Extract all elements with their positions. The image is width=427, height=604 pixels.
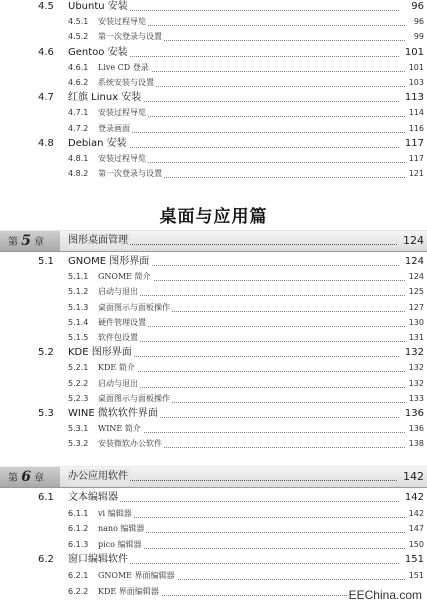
entry-page: 130 — [408, 317, 424, 327]
entry-title: 文本编辑器 — [68, 492, 118, 503]
entry-page: 114 — [408, 108, 424, 118]
entry-number: 5.1.5 — [68, 333, 89, 342]
entry-title: nano 编辑器 — [98, 522, 146, 536]
entry-page: 127 — [408, 302, 424, 312]
chapter-number: 第 5 章 — [8, 233, 45, 249]
entry-page: 151 — [408, 571, 424, 580]
entry-number: 6.1.1 — [68, 508, 89, 518]
entry-page: 136 — [404, 408, 424, 419]
chapter-title: 办公应用软件 — [68, 469, 130, 485]
chapter-header-6[interactable] — [0, 466, 427, 488]
entry-page: 117 — [404, 137, 424, 149]
entry-page: 131 — [408, 333, 424, 342]
dot-leader — [98, 341, 405, 342]
toc-section-entry[interactable] — [0, 491, 427, 505]
entry-page: 96 — [413, 17, 424, 27]
entry-page: 142 — [408, 508, 424, 518]
entry-number: 5.2.1 — [68, 363, 89, 373]
entry-page: 132 — [404, 347, 424, 359]
entry-title: 启动与退出 — [98, 285, 140, 299]
toc-subsection-entry[interactable] — [0, 538, 427, 552]
toc-subsection-entry[interactable] — [0, 122, 427, 136]
entry-title: Live CD 登录 — [98, 61, 151, 75]
toc-subsection-entry[interactable] — [0, 76, 427, 90]
toc-section-entry[interactable] — [0, 407, 427, 421]
entry-page: 96 — [411, 1, 424, 12]
toc-section-entry[interactable] — [0, 0, 427, 14]
toc-subsection-entry[interactable] — [0, 301, 427, 315]
entry-number: 4.7.2 — [68, 123, 89, 133]
entry-number: 5.1.2 — [68, 287, 89, 297]
entry-page: 117 — [408, 154, 424, 163]
toc-subsection-entry[interactable] — [0, 152, 427, 166]
entry-title: pico 编辑器 — [98, 538, 144, 552]
entry-number: 5.1.3 — [68, 302, 89, 312]
entry-page: 101 — [408, 62, 424, 72]
chapter-header-5[interactable] — [0, 230, 427, 252]
entry-title: 窗口编辑软件 — [68, 554, 128, 566]
entry-page: 124 — [404, 256, 424, 267]
entry-title: 系统安装与设置 — [98, 76, 156, 90]
part-title: 桌面与应用篇 — [159, 207, 268, 227]
entry-page: 142 — [404, 492, 424, 503]
entry-page: 150 — [408, 539, 424, 549]
toc-subsection-entry[interactable] — [0, 507, 427, 521]
entry-number: 6.2.1 — [68, 571, 89, 580]
entry-page: 124 — [408, 272, 424, 282]
entry-number: 4.7 — [38, 92, 54, 104]
entry-number: 5.2.3 — [68, 393, 89, 403]
entry-page: 113 — [404, 92, 424, 104]
toc-subsection-entry[interactable] — [0, 392, 427, 406]
entry-number: 5.3.1 — [68, 424, 89, 434]
entry-title: 登录画面 — [98, 122, 132, 136]
toc-section-entry[interactable] — [0, 91, 427, 105]
toc-subsection-entry[interactable] — [0, 106, 427, 120]
entry-title: KDE 简介 — [98, 361, 137, 375]
chapter-number: 第 6 章 — [8, 469, 45, 485]
entry-title: GNOME 图形界面 — [68, 256, 150, 267]
entry-title: KDE 界面编辑器 — [98, 585, 161, 599]
entry-page: 99 — [413, 32, 424, 42]
dot-leader — [98, 432, 405, 433]
entry-title: 桌面图示与面板操作 — [98, 392, 172, 406]
toc-subsection-entry[interactable] — [0, 437, 427, 451]
toc-subsection-entry[interactable] — [0, 422, 427, 436]
entry-page: 121 — [408, 169, 424, 179]
entry-page: 132 — [408, 378, 424, 388]
entry-number: 5.1.1 — [68, 272, 89, 282]
toc-subsection-entry[interactable] — [0, 377, 427, 391]
entry-title: 安装过程导览 — [98, 15, 148, 29]
entry-number: 5.1 — [38, 256, 54, 267]
entry-number: 6.2.2 — [68, 586, 89, 596]
toc-subsection-entry[interactable] — [0, 167, 427, 181]
entry-number: 4.6 — [38, 46, 54, 58]
entry-page: 116 — [408, 123, 424, 133]
entry-title: Gentoo 安装 — [68, 46, 128, 58]
dot-leader — [98, 387, 405, 388]
entry-number: 4.6.1 — [68, 62, 89, 72]
chapter-title: 图形桌面管理 — [68, 233, 130, 249]
dot-leader — [98, 517, 405, 518]
entry-number: 5.2 — [38, 347, 54, 359]
toc-section-entry[interactable] — [0, 346, 427, 360]
entry-title: Debian 安装 — [68, 137, 127, 149]
toc-section-entry[interactable] — [0, 553, 427, 567]
chapter-page: 142 — [403, 470, 424, 483]
entry-page: 151 — [404, 554, 424, 566]
entry-title: 启动与退出 — [98, 377, 140, 391]
toc-subsection-entry[interactable] — [0, 285, 427, 299]
entry-title: 软件包设置 — [98, 331, 140, 345]
entry-title: KDE 图形界面 — [68, 347, 132, 359]
toc-section-entry[interactable] — [0, 137, 427, 151]
entry-number: 4.8.2 — [68, 169, 89, 179]
entry-title: vi 编辑器 — [98, 507, 134, 521]
entry-title: 第一次登录与设置 — [98, 167, 164, 181]
entry-number: 5.3.2 — [68, 439, 89, 449]
toc-subsection-entry[interactable] — [0, 361, 427, 375]
chapter-page: 124 — [403, 234, 424, 247]
entry-page: 133 — [408, 393, 424, 403]
entry-number: 4.7.1 — [68, 108, 89, 118]
dot-leader — [98, 132, 405, 133]
toc-subsection-entry[interactable] — [0, 331, 427, 345]
entry-page: 125 — [408, 287, 424, 297]
toc-subsection-entry[interactable] — [0, 270, 427, 284]
watermark-text: EEChina.com — [348, 588, 422, 602]
entry-number: 6.2 — [38, 554, 54, 566]
entry-number: 4.5 — [38, 1, 54, 12]
entry-number: 4.6.2 — [68, 78, 89, 87]
entry-title: 安装微软办公软件 — [98, 437, 164, 451]
entry-number: 4.8 — [38, 137, 54, 149]
dot-leader — [98, 548, 405, 549]
entry-page: 132 — [408, 363, 424, 373]
entry-number: 4.5.1 — [68, 17, 89, 27]
toc-subsection-entry[interactable] — [0, 522, 427, 536]
entry-number: 4.8.1 — [68, 154, 89, 163]
entry-title: WINE 简介 — [98, 422, 143, 436]
toc-subsection-entry[interactable] — [0, 15, 427, 29]
entry-title: 桌面图示与面板操作 — [98, 301, 172, 315]
entry-title: 硬件管理设置 — [98, 316, 148, 330]
entry-number: 5.3 — [38, 408, 54, 419]
entry-number: 6.1.3 — [68, 539, 89, 549]
entry-title: GNOME 简介 — [98, 270, 153, 284]
entry-number: 5.2.2 — [68, 378, 89, 388]
toc-subsection-entry[interactable] — [0, 61, 427, 75]
entry-number: 4.5.2 — [68, 32, 89, 42]
entry-page: 136 — [408, 424, 424, 434]
entry-page: 103 — [408, 78, 424, 87]
toc-section-entry[interactable] — [0, 255, 427, 269]
entry-number: 6.1 — [38, 492, 54, 503]
entry-title: 红旗 Linux 安装 — [68, 92, 142, 104]
entry-page: 138 — [408, 439, 424, 449]
toc-subsection-entry[interactable] — [0, 30, 427, 44]
entry-title: WINE 微软软件界面 — [68, 408, 158, 419]
dot-leader — [98, 371, 405, 372]
entry-title: Ubuntu 安装 — [68, 1, 128, 12]
entry-page: 147 — [408, 524, 424, 534]
entry-number: 5.1.4 — [68, 317, 89, 327]
toc-subsection-entry[interactable] — [0, 316, 427, 330]
dot-leader — [98, 295, 405, 296]
entry-title: 安装过程导览 — [98, 152, 148, 166]
toc-section-entry[interactable] — [0, 46, 427, 60]
toc-subsection-entry[interactable] — [0, 569, 427, 583]
entry-title: 安装过程导览 — [98, 106, 148, 120]
entry-title: GNOME 界面编辑器 — [98, 569, 177, 583]
entry-title: 第一次登录与设置 — [98, 30, 164, 44]
entry-page: 101 — [404, 46, 424, 58]
entry-number: 6.1.2 — [68, 524, 89, 534]
